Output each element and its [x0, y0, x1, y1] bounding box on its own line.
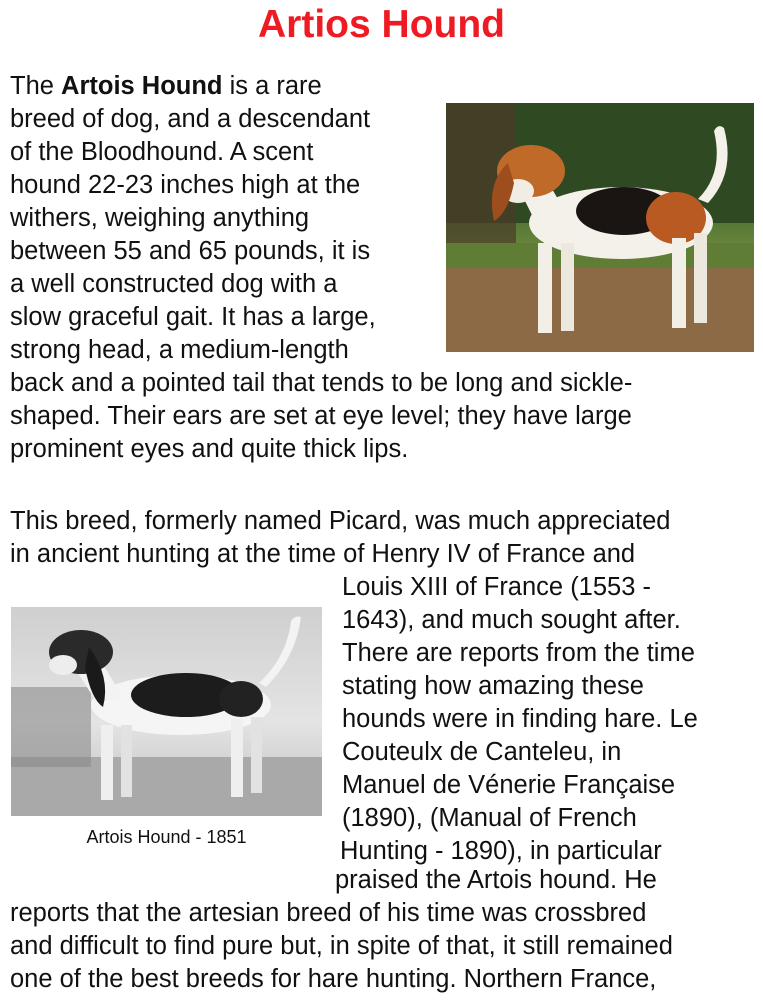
paragraph-2-line: stating how amazing these [342, 672, 644, 700]
paragraph-2-line: This breed, formerly named Picard, was much appreciated [10, 507, 671, 535]
paragraph-2-line: There are reports from the time [342, 639, 695, 667]
paragraph-1-line: prominent eyes and quite thick lips. [10, 435, 409, 463]
paragraph-2-line: hounds were in finding hare. Le [342, 705, 698, 733]
paragraph-2-line: (1890), (Manual of French [342, 804, 637, 832]
paragraph-2-line: in ancient hunting at the time of Henry IV of France and [10, 540, 636, 568]
image-caption: Artois Hound - 1851 [86, 827, 247, 847]
paragraph-1-line-1 [10, 70, 322, 102]
dog-photo-drawing [446, 103, 754, 352]
paragraph-1-line: slow graceful gait. It has a large, [10, 303, 376, 331]
paragraph-2-line: Hunting - 1890), in particular [340, 837, 662, 865]
paragraph-1-line: between 55 and 65 pounds, it is [10, 237, 371, 265]
paragraph-1-line: hound 22-23 inches high at the [10, 171, 361, 199]
breed-name-bold: Artois Hound [61, 72, 223, 100]
paragraph-2-line: reports that the artesian breed of his time was crossbred [10, 899, 647, 927]
paragraph-2-line: one of the best breeds for hare hunting. Northern France, [10, 965, 657, 993]
text-run: is a rare [222, 72, 322, 100]
dog-engraving-icon [11, 607, 322, 816]
paragraph-1-line: breed of dog, and a descendant [10, 105, 371, 133]
paragraph-1-line: shaped. Their ears are set at eye level; they have large [10, 402, 632, 430]
paragraph-1-line: back and a pointed tail that tends to be long and sickle- [10, 369, 633, 397]
paragraph-1-line: a well constructed dog with a [10, 270, 338, 298]
paragraph-2-line: Manuel de Vénerie Française [342, 771, 676, 799]
dog-engraving-drawing [11, 607, 322, 816]
paragraph-2-line: praised the Artois hound. He [335, 866, 657, 894]
paragraph-2-line: Louis XIII of France (1553 - [342, 573, 651, 601]
paragraph-2-line: 1643), and much sought after. [342, 606, 681, 634]
paragraph-1-line: strong head, a medium-length [10, 336, 349, 364]
page-title: Artios Hound [258, 3, 505, 46]
paragraph-2-line: Couteulx de Canteleu, in [342, 738, 622, 766]
paragraph-2-line: and difficult to find pure but, in spite of that, it still remained [10, 932, 673, 960]
paragraph-1-line: withers, weighing anything [10, 204, 310, 232]
text-run: The [10, 72, 62, 100]
dog-photo-icon [446, 103, 754, 352]
paragraph-1-line: of the Bloodhound. A scent [10, 138, 314, 166]
